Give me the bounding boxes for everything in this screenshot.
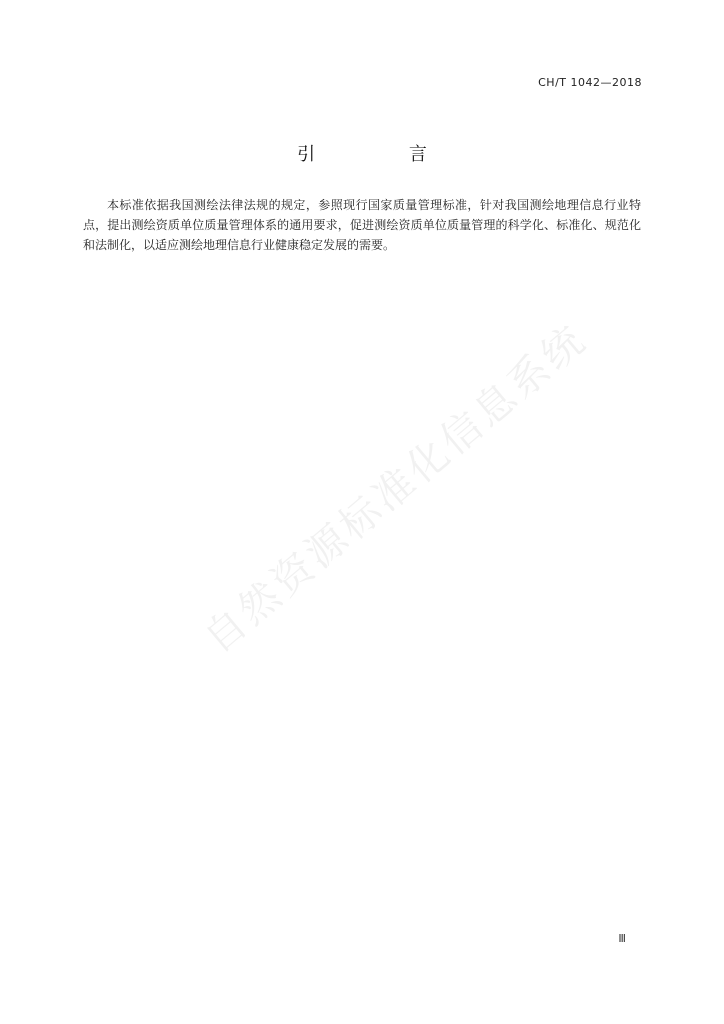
page-number: Ⅲ [618, 932, 626, 945]
standard-code: CH/T 1042—2018 [538, 76, 642, 89]
introduction-paragraph: 本标准依据我国测绘法律法规的规定，参照现行国家质量管理标准，针对我国测绘地理信息行业特点，提出测绘资质单位质量管理体系的通用要求，促进测绘资质单位质量管理的科学化、标准化、规范化和法制化，以适应测绘地理信息行业健康稳定发展的需要。 [83, 198, 641, 252]
watermark: 自然资源标准化信息系统 [195, 315, 597, 663]
page-title: 引 言 [297, 144, 471, 165]
